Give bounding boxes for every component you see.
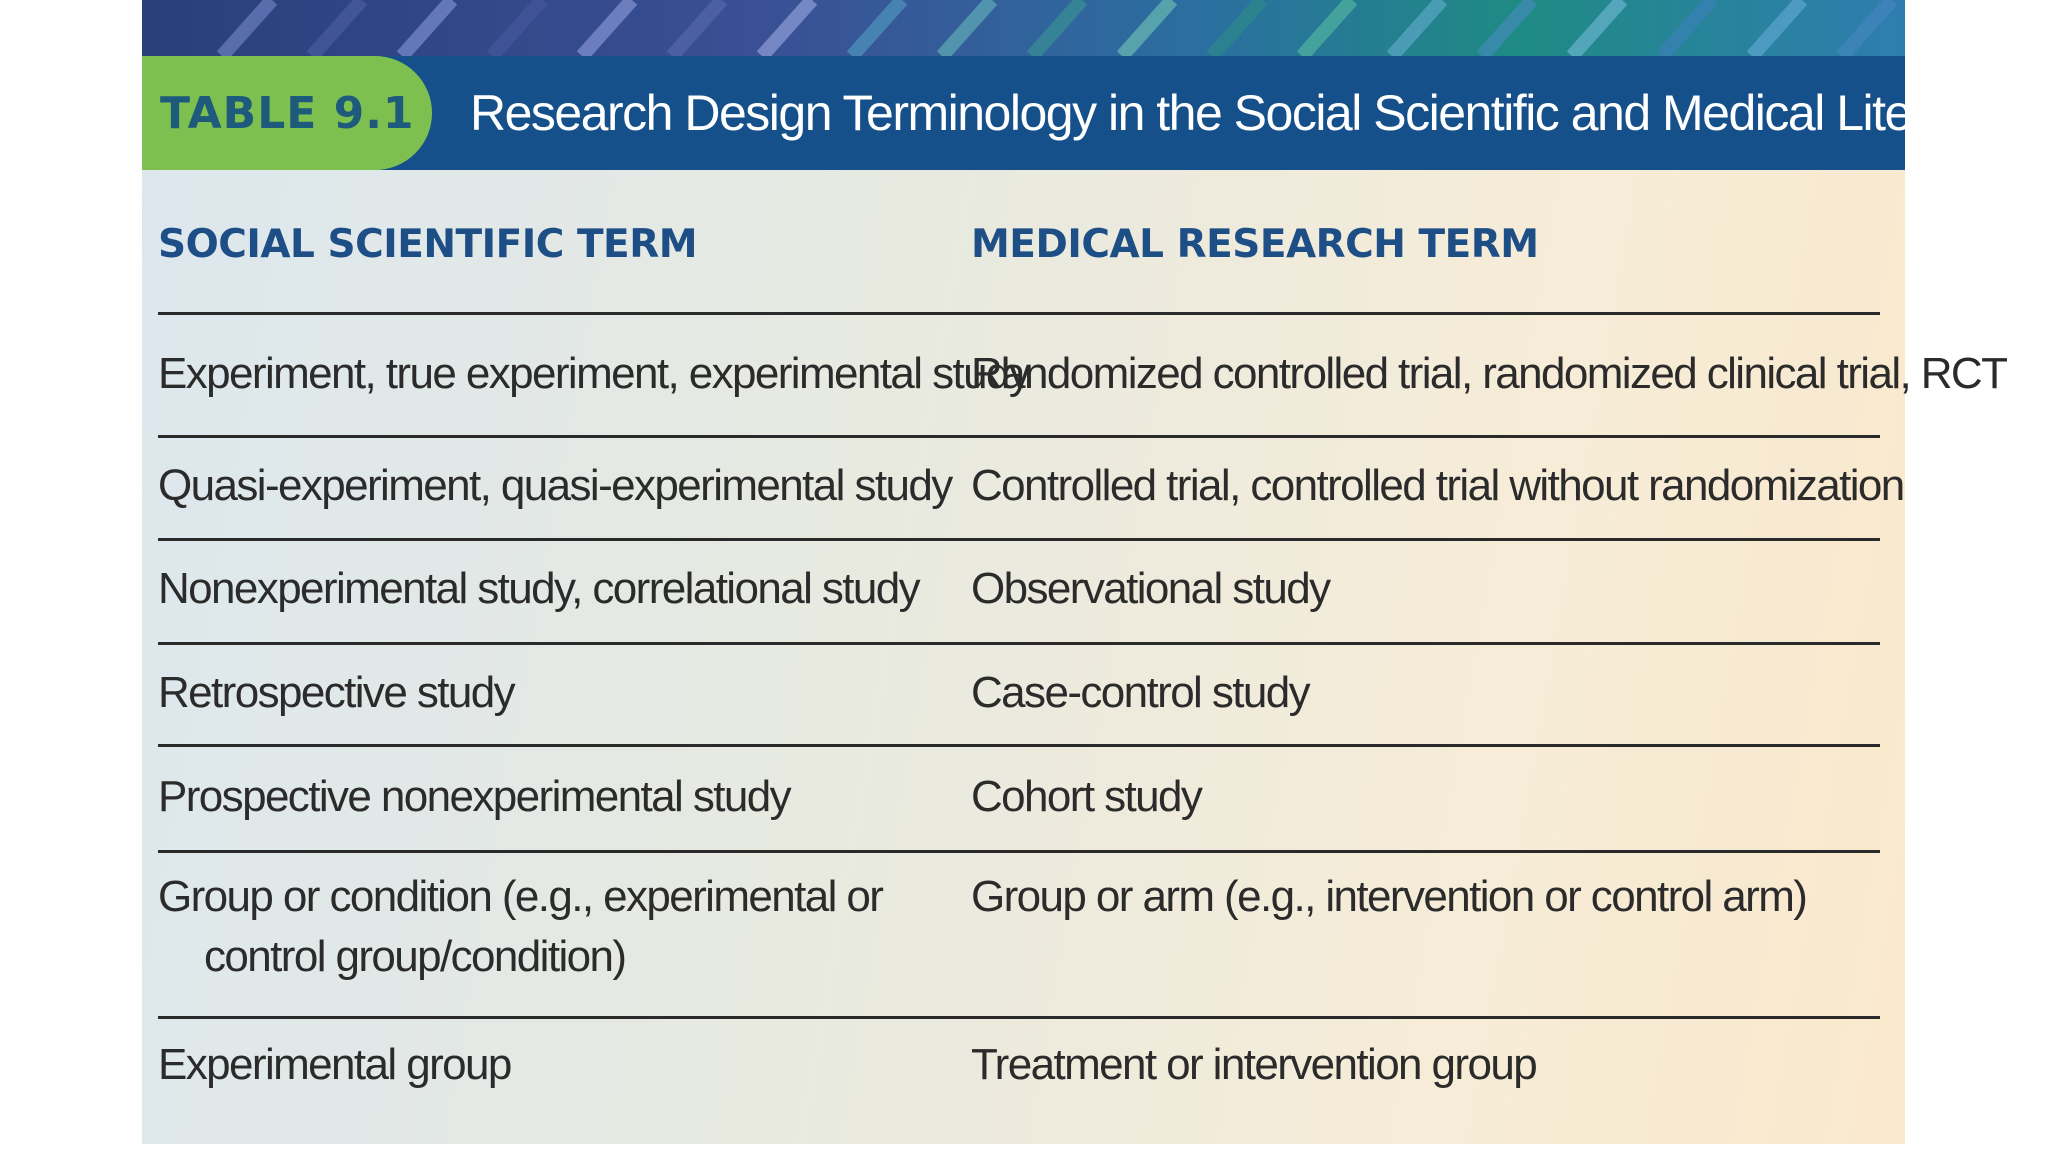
medical-term-cell: Treatment or intervention group	[971, 1040, 1537, 1089]
medical-term-cell: Cohort study	[971, 772, 1202, 821]
medical-term-cell: Randomized controlled trial, randomized clinical trial, RCT	[971, 349, 2007, 398]
table-row	[158, 438, 1904, 541]
table-row	[158, 645, 1880, 747]
social-term-cell: Prospective nonexperimental study	[158, 772, 791, 821]
social-term-cell: Retrospective study	[158, 668, 514, 717]
table-figure	[142, 0, 2033, 1144]
medical-term-cell: Case-control study	[971, 668, 1310, 717]
social-term-cell: Experiment, true experiment, experimental study	[158, 349, 1030, 398]
decorative-banner	[142, 0, 1905, 56]
table-row	[158, 747, 1880, 853]
social-term-cell: Experimental group	[158, 1040, 511, 1089]
table-label-tab	[142, 56, 432, 170]
table-row	[158, 853, 1880, 1019]
column-header-medical: MEDICAL RESEARCH TERM	[971, 222, 1539, 267]
banner-pattern	[142, 0, 1905, 56]
table-row	[158, 541, 1880, 645]
medical-term-cell: Controlled trial, controlled trial without randomization	[971, 461, 1904, 510]
table-row	[158, 1019, 1880, 1129]
medical-term-cell: Group or arm (e.g., intervention or control arm)	[971, 872, 1807, 921]
table-title: Research Design Terminology in the Social Scientific and Medical Literature	[470, 85, 2033, 141]
medical-term-cell: Observational study	[971, 564, 1330, 613]
social-term-cell: Group or condition (e.g., experimental or control group/condition)	[158, 872, 883, 981]
column-header-social: SOCIAL SCIENTIFIC TERM	[158, 222, 698, 267]
social-term-cell: Quasi-experiment, quasi-experimental study	[158, 461, 952, 510]
social-term-cell: Nonexperimental study, correlational study	[158, 564, 920, 613]
table-row	[158, 315, 2007, 438]
table-label: TABLE 9.1	[160, 87, 415, 139]
